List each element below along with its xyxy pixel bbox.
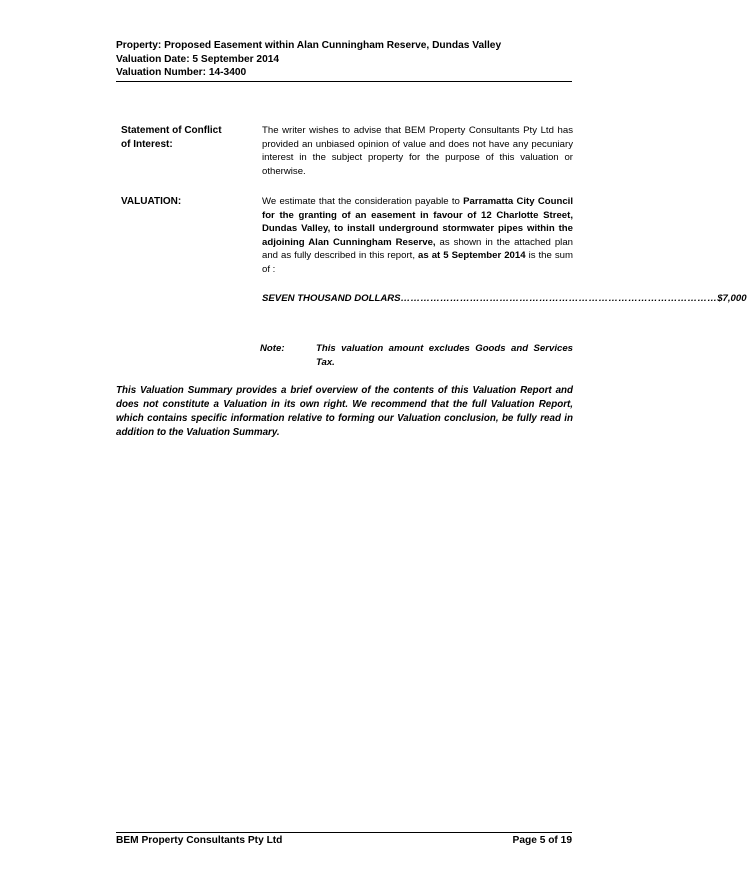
footer-page-number: Page 5 of 19 [512, 835, 572, 846]
conflict-text: The writer wishes to advise that BEM Property Consultants Pty Ltd has provided an unbiased opinion of value and does not have any pecuniary interest in the subject property for the purpose of this valuation or otherwise. [262, 125, 573, 177]
amount-words: SEVEN THOUSAND DOLLARS [262, 293, 401, 304]
header-property-line: Property: Proposed Easement within Alan Cunningham Reserve, Dundas Valley [116, 40, 502, 51]
valuation-text-mid: as shown in the attached plan and as fully described in this report, [262, 236, 573, 262]
valuation-text-intro: We estimate that the consideration payable to [262, 196, 464, 207]
header-valuation-date: Valuation Date: 5 September 2014 [116, 53, 280, 65]
note-label: Note: [260, 343, 285, 354]
footer-company: BEM Property Consultants Pty Ltd [116, 835, 283, 846]
valuation-text-date: as at 5 September 2014 [418, 250, 526, 262]
footer-divider [116, 832, 572, 833]
valuation-text-end: is the sum of : [262, 250, 573, 275]
conflict-label-line1: Statement of Conflict [121, 125, 222, 136]
valuation-text-subject: Parramatta City Council for the granting of an easement in favour of 12 Charlotte Street, Dundas Valley, to install underground stormwater pipes within the adjoining Alan Cunningham Reserve, [262, 196, 573, 248]
valuation-amount-line [262, 293, 747, 304]
page-footer [116, 835, 572, 846]
valuation-summary-disclaimer: This Valuation Summary provides a brief overview of the contents of this Valuation Report and does not constitute a Valuation in its own right. We recommend that the full Valuation Report, which contains specific information relative to forming our Valuation conclusion, be fully read in addition to the Valuation Summary. [116, 385, 573, 438]
amount-figure: $7,000 [717, 293, 747, 304]
valuation-label: VALUATION: [121, 196, 182, 207]
valuation-text [262, 195, 573, 277]
conflict-label [121, 124, 251, 151]
note-text: This valuation amount excludes Goods and Services Tax. [316, 343, 573, 368]
header-valuation-number: Valuation Number: 14-3400 [116, 67, 247, 78]
amount-leader-dots: …………………………………………………………………………………… [400, 293, 718, 304]
conflict-label-line2: of Interest: [121, 138, 173, 150]
header-divider [116, 81, 572, 82]
page-header [116, 39, 572, 80]
